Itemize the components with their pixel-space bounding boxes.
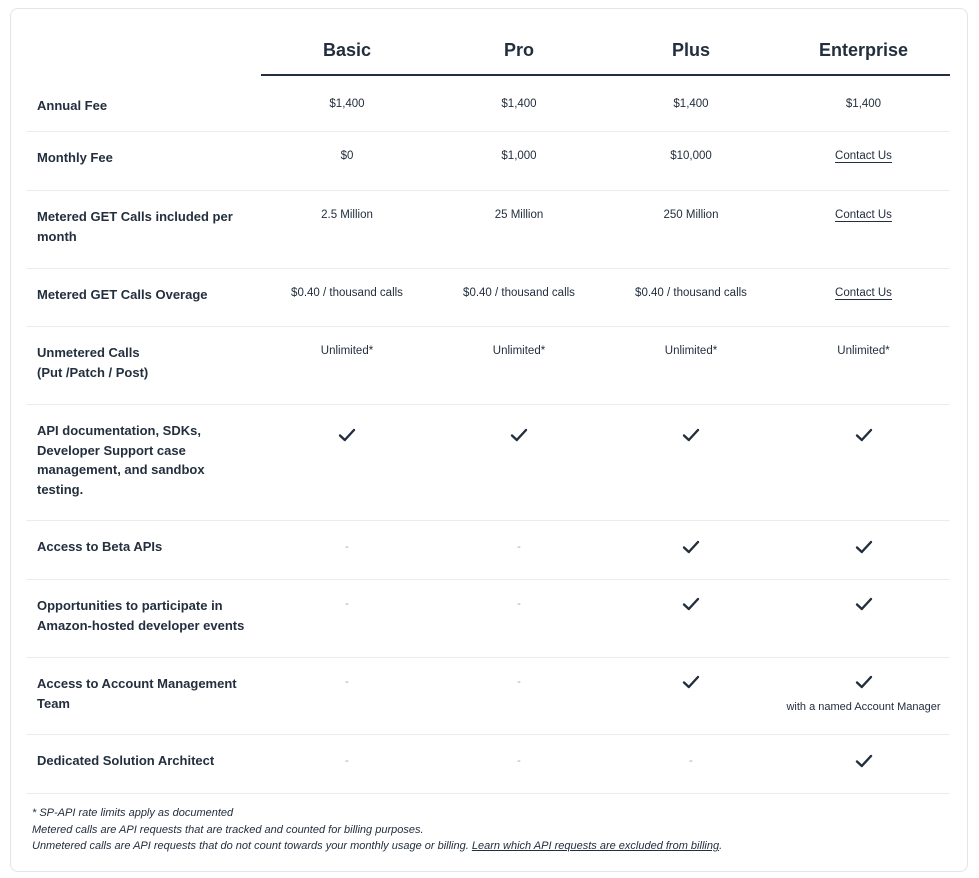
cell-value: Unlimited* [664, 345, 718, 357]
contact-us-link[interactable]: Contact Us [835, 150, 892, 162]
cell-enterprise [777, 132, 950, 190]
table-row [26, 735, 950, 794]
account-manager-note: with a named Account Manager [786, 701, 941, 713]
cell-value: $1,400 [329, 98, 365, 110]
cell-pro [433, 521, 605, 579]
not-included-dash: - [345, 541, 349, 553]
pricing-card [10, 8, 968, 872]
cell-plus [605, 74, 777, 131]
row-label: Unmetered Calls (Put /Patch / Post) [37, 345, 149, 380]
cell-plus [605, 327, 777, 404]
footnote-unmetered-text: Unmetered calls are API requests that do not count towards your monthly usage or billing. [32, 840, 469, 852]
cell-basic [261, 132, 433, 190]
cell-value: $1,400 [673, 98, 709, 110]
footnote-rate-limits: * SP-API rate limits apply as documented [32, 807, 234, 819]
row-label: Dedicated Solution Architect [37, 753, 215, 768]
cell-value: $0.40 / thousand calls [463, 287, 575, 299]
cell-basic [261, 191, 433, 268]
cell-basic [261, 521, 433, 579]
not-included-dash: - [689, 755, 693, 767]
table-row [26, 405, 950, 521]
row-label: Metered GET Calls included per month [37, 209, 233, 244]
cell-enterprise [777, 405, 950, 520]
cell-value: Unlimited* [320, 345, 374, 357]
checkmark-icon [855, 753, 873, 769]
cell-pro [433, 735, 605, 793]
column-header-enterprise: Enterprise [818, 40, 909, 60]
table-row [26, 74, 950, 132]
table-row [26, 269, 950, 327]
cell-pro [433, 405, 605, 520]
cell-plus [605, 521, 777, 579]
contact-us-link[interactable]: Contact Us [835, 209, 892, 221]
footnote-link-suffix: . [719, 840, 723, 852]
checkmark-icon [682, 427, 700, 443]
cell-pro [433, 658, 605, 734]
cell-value: Unlimited* [492, 345, 546, 357]
table-row [26, 327, 950, 405]
cell-value: 25 Million [494, 209, 544, 221]
table-row [26, 132, 950, 191]
not-included-dash: - [345, 598, 349, 610]
cell-value: $0.40 / thousand calls [291, 287, 403, 299]
not-included-dash: - [517, 755, 521, 767]
cell-pro [433, 191, 605, 268]
footnote-metered: Metered calls are API requests that are tracked and counted for billing purposes. [32, 823, 424, 836]
checkmark-icon [682, 674, 700, 690]
cell-plus [605, 191, 777, 268]
row-label: Opportunities to participate in Amazon-hosted developer events [37, 598, 245, 633]
not-included-dash: - [345, 676, 349, 688]
contact-us-link[interactable]: Contact Us [835, 287, 892, 299]
cell-enterprise [777, 74, 950, 131]
table-row [26, 521, 950, 580]
checkmark-icon [510, 427, 528, 443]
footnotes [32, 805, 962, 855]
footnote-unmetered [32, 838, 962, 855]
cell-value: $1,400 [501, 98, 537, 110]
cell-value: Unlimited* [837, 345, 890, 357]
row-label: Access to Beta APIs [37, 539, 163, 554]
cell-value: $0.40 / thousand calls [635, 287, 747, 299]
cell-basic [261, 405, 433, 520]
cell-value: $10,000 [670, 150, 712, 162]
cell-pro [433, 269, 605, 326]
pricing-table-body [26, 74, 950, 794]
cell-basic [261, 580, 433, 657]
cell-pro [433, 580, 605, 657]
cell-basic [261, 269, 433, 326]
column-header-plus: Plus [671, 40, 710, 60]
cell-plus [605, 735, 777, 793]
checkmark-icon [855, 427, 873, 443]
checkmark-icon [855, 596, 873, 612]
cell-plus [605, 269, 777, 326]
cell-pro [433, 132, 605, 190]
row-label: Access to Account Management Team [37, 676, 237, 711]
cell-value: $1,000 [501, 150, 537, 162]
cell-plus [605, 132, 777, 190]
column-header-pro: Pro [503, 40, 534, 60]
row-label: Monthly Fee [37, 150, 113, 165]
cell-value: $0 [340, 150, 354, 162]
cell-plus [605, 405, 777, 520]
cell-enterprise [777, 269, 950, 326]
checkmark-icon [855, 539, 873, 555]
row-label: Annual Fee [37, 98, 108, 113]
checkmark-icon [682, 539, 700, 555]
cell-plus [605, 580, 777, 657]
not-included-dash: - [345, 755, 349, 767]
checkmark-icon [682, 596, 700, 612]
cell-enterprise [777, 580, 950, 657]
row-label: Metered GET Calls Overage [37, 287, 208, 302]
checkmark-icon [855, 674, 873, 690]
not-included-dash: - [517, 676, 521, 688]
cell-enterprise [777, 735, 950, 793]
checkmark-icon [338, 427, 356, 443]
not-included-dash: - [517, 598, 521, 610]
billing-exclusions-link[interactable]: Learn which API requests are excluded from billing [471, 840, 720, 852]
column-header-basic: Basic [322, 40, 372, 60]
cell-basic [261, 735, 433, 793]
cell-basic [261, 74, 433, 131]
cell-basic [261, 327, 433, 404]
cell-enterprise [777, 521, 950, 579]
cell-value: 250 Million [663, 209, 719, 221]
table-row [26, 580, 950, 658]
table-row [26, 658, 950, 735]
cell-enterprise [777, 658, 950, 734]
cell-plus [605, 658, 777, 734]
cell-value: 2.5 Million [321, 209, 373, 221]
cell-pro [433, 327, 605, 404]
cell-enterprise [777, 191, 950, 268]
row-label: API documentation, SDKs, Developer Support case management, and sandbox testing. [37, 423, 205, 497]
cell-pro [433, 74, 605, 131]
cell-basic [261, 658, 433, 734]
cell-value: $1,400 [845, 98, 882, 110]
table-header [261, 29, 950, 76]
table-row [26, 191, 950, 269]
cell-enterprise [777, 327, 950, 404]
not-included-dash: - [517, 541, 521, 553]
